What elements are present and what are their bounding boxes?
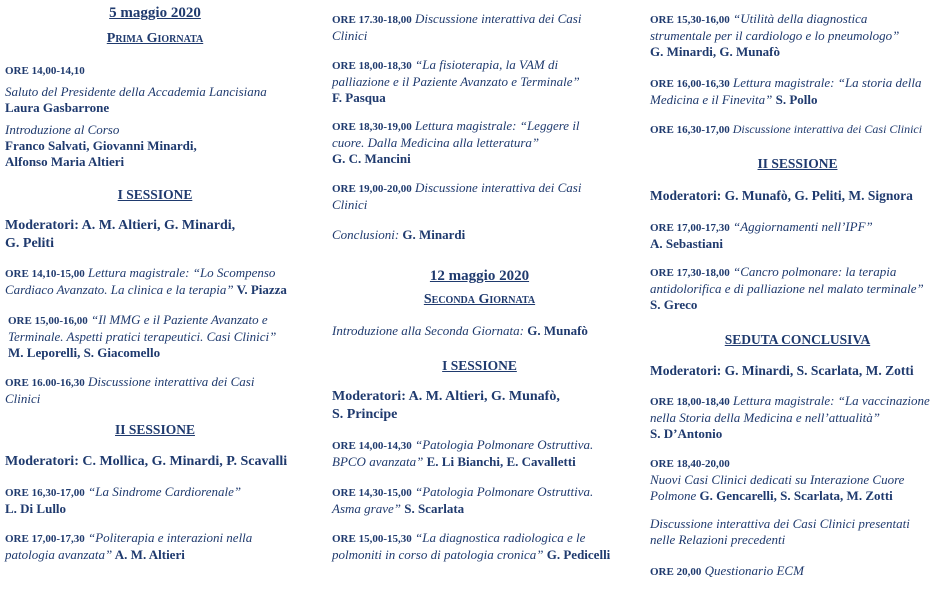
intro-speakers-line2: Alfonso Maria Altieri: [5, 154, 125, 169]
day-two-session-one-moderators-line2: S. Principe: [332, 407, 398, 422]
event-lung-cancer: ORE 17,30-18,00 “Cancro polmonare: la terapia antidolorifica e di palliazione nel malato terminale” S. Greco: [650, 264, 924, 312]
date-day-one: 5 maggio 2020: [109, 5, 201, 21]
event-discussion-4: ORE 16,30-17,00 Discussione interattiva dei Casi Clinici: [650, 122, 923, 136]
conclusions: Conclusioni: G. Minardi: [332, 227, 466, 242]
event-lecture-finevita: ORE 16,00-16,30 Lettura magistrale: “La storia della Medicina e il Finevita” S. Pollo: [650, 75, 922, 107]
event-vaccination: ORE 18,00-18,40 Lettura magistrale: “La vaccinazione nella Storia della Medicina e nell’attualità” S. D’Antonio: [650, 393, 930, 441]
event-polytherapy: ORE 17,00-17,30 “Politerapia e interazioni nella patologia avanzata” A. M. Altieri: [5, 530, 253, 562]
closing-discussion: Discussione interattiva dei Casi Clinici presentati nelle Relazioni precedenti: [650, 516, 910, 547]
opening-time: ORE 14,00-14,10: [5, 65, 85, 77]
event-lecture-literature: ORE 18,30-19,00 Lettura magistrale: “Leggere il cuore. Dalla Medicina alla letteratura” G. C. Mancini: [332, 118, 580, 166]
event-radiology: ORE 15,00-15,30 “La diagnostica radiologica e le polmoniti in corso di patologia cronica” G. Pedicelli: [332, 530, 611, 562]
intro-day-two: Introduzione alla Seconda Giornata: G. Munafò: [332, 323, 588, 338]
event-mmg-patient: ORE 15,00-16,00 “Il MMG e il Paziente Avanzato e Terminale. Aspetti pratici terapeutici. Casi Clinici” M. Leporelli, S. Giacomello: [8, 312, 277, 360]
session-one-moderators-line2: G. Peliti: [5, 236, 54, 251]
event-diagnostics: ORE 15,30-16,00 “Utilità della diagnostica strumentale per il cardiologo e lo pneumologo” G. Minardi, G. Munafò: [650, 11, 900, 59]
day-one-title: Prima Giornata: [106, 31, 204, 46]
event-physiotherapy: ORE 18,00-18,30 “La fisioterapia, la VAM di palliazione e il Paziente Avanzato e Terminale” F. Pasqua: [332, 57, 580, 105]
session-two-title: II SESSIONE: [115, 422, 195, 437]
event-questionnaire: ORE 20,00 Questionario ECM: [650, 563, 804, 578]
greeting-speaker: Laura Gasbarrone: [5, 100, 110, 115]
date-day-two: 12 maggio 2020: [429, 268, 530, 284]
final-session-title: SEDUTA CONCLUSIVA: [724, 332, 871, 347]
event-bpco: ORE 14,00-14,30 “Patologia Polmonare Ostruttiva. BPCO avanzata” E. Li Bianchi, E. Cavalletti: [332, 437, 594, 469]
day-two-session-two-moderators: Moderatori: G. Munafò, G. Peliti, M. Signora: [650, 188, 913, 203]
intro-speakers-line1: Franco Salvati, Giovanni Minardi,: [5, 138, 197, 153]
day-two-session-one-title: I SESSIONE: [442, 358, 517, 373]
intro-text: Introduzione al Corso: [5, 122, 120, 137]
event-discussion-1: ORE 16.00-16,30 Discussione interattiva dei Casi Clinici: [5, 374, 255, 406]
event-ipf: ORE 17,00-17,30 “Aggiornamenti nell’IPF” A. Sebastiani: [650, 219, 873, 251]
final-session-moderators: Moderatori: G. Minardi, S. Scarlata, M. Zotti: [650, 363, 914, 378]
event-asthma: ORE 14,30-15,00 “Patologia Polmonare Ostruttiva. Asma grave” S. Scarlata: [332, 484, 594, 516]
day-two-title: Seconda Giornata: [423, 292, 536, 307]
day-two-session-two-title: II SESSIONE: [757, 156, 838, 171]
day-two-session-one-moderators-line1: Moderatori: A. M. Altieri, G. Munafò,: [332, 389, 560, 404]
greeting-text: Saluto del Presidente della Accademia Lancisiana: [5, 84, 267, 99]
event-discussion-3: ORE 19,00-20,00 Discussione interattiva dei Casi Clinici: [332, 180, 582, 212]
event-lecture-heart-failure: ORE 14,10-15,00 Lettura magistrale: “Lo Scompenso Cardiaco Avanzato. La clinica e la terapia” V. Piazza: [5, 265, 287, 297]
event-new-cases: ORE 18,40-20,00 Nuovi Casi Clinici dedicati su Interazione Cuore Polmone G. Gencarelli, S. Scarlata, M. Zotti: [650, 458, 905, 503]
session-one-title: I SESSIONE: [117, 187, 193, 202]
session-one-moderators-line1: Moderatori: A. M. Altieri, G. Minardi,: [5, 218, 236, 233]
session-two-moderators: Moderatori: C. Mollica, G. Minardi, P. Scavalli: [5, 454, 288, 469]
event-cardiorenal: ORE 16,30-17,00 “La Sindrome Cardiorenale” L. Di Lullo: [5, 484, 242, 516]
event-discussion-2: ORE 17.30-18,00 Discussione interattiva dei Casi Clinici: [332, 11, 582, 43]
